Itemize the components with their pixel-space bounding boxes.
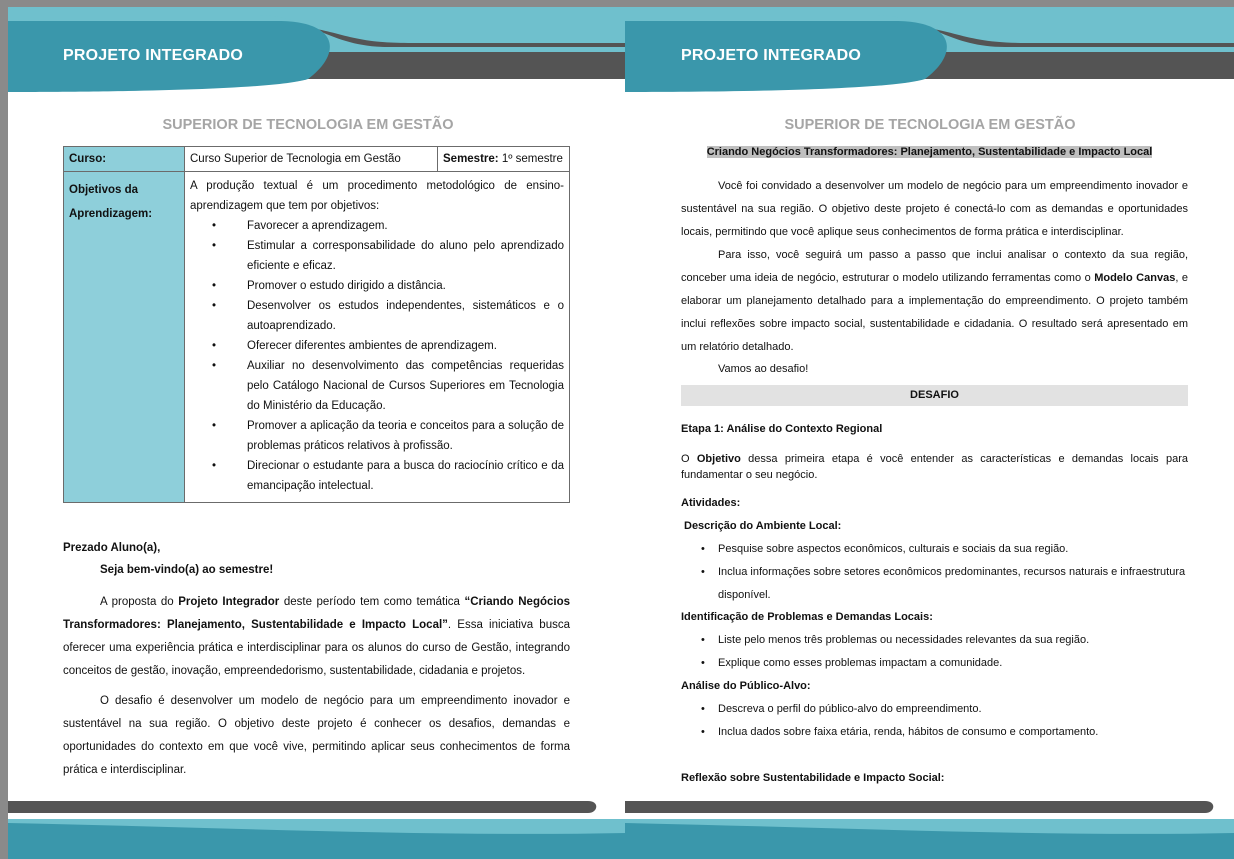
page-subtitle: SUPERIOR DE TECNOLOGIA EM GESTÃO	[162, 117, 454, 133]
objetivos-list	[190, 216, 564, 496]
semestre-label: Semestre:	[443, 153, 499, 165]
publico-list	[681, 698, 1188, 744]
list-item: • Favorecer a aprendizagem.	[190, 216, 564, 236]
objetivos-intro: A produção textual é um procedimento metodológico de ensino-aprendizagem que tem por objetivos:	[190, 180, 564, 212]
objetivos-cell	[185, 172, 570, 503]
p1-a: A proposta do	[100, 596, 179, 608]
list-item: • Explique como esses problemas impactam a comunidade.	[681, 652, 1188, 675]
list-item: • Inclua dados sobre faixa etária, renda, hábitos de consumo e comportamento.	[681, 721, 1188, 744]
list-item: • Promover a aplicação da teoria e conceitos para a solução de problemas práticos relativos à profissão.	[190, 416, 564, 456]
paragraph-3: Vamos ao desafio!	[718, 363, 809, 375]
p1-c: deste período tem como temática	[279, 596, 465, 608]
reflexao-heading: Reflexão sobre Sustentabilidade e Impacto Social:	[681, 772, 945, 784]
p1-d: “Criando Negócios Transformadores: Planejamento, Sustentabilidade e Impacto Local”	[63, 596, 571, 631]
obj-b: Objetivo	[696, 453, 741, 465]
etapa1-heading: Etapa 1: Análise do Contexto Regional	[681, 423, 883, 435]
list-item: • Descreva o perfil do público-alvo do empreendimento.	[681, 698, 1188, 721]
p2-a: Para isso, você seguirá um passo a passo que inclui analisar o contexto da sua região, conceber uma ideia de negócio, estruturar o modelo utilizando ferramentas como o	[681, 249, 1188, 284]
page-left	[8, 7, 626, 859]
list-item: • Pesquise sobre aspectos econômicos, culturais e sociais da sua região.	[681, 538, 1188, 561]
objetivo-paragraph	[681, 451, 1188, 483]
paragraph-2	[681, 244, 1188, 359]
footer-banner	[625, 801, 1234, 859]
intro-paragraph	[63, 591, 570, 683]
curso-value: Curso Superior de Tecnologia em Gestão	[185, 147, 438, 172]
obj-c: dessa primeira etapa é você entender as características e demandas locais para fundamentar o seu negócio.	[681, 453, 1188, 481]
objetivos-label: Objetivos da Aprendizagem:	[64, 172, 185, 503]
list-item: • Estimular a corresponsabilidade do aluno pelo aprendizado eficiente e eficaz.	[190, 236, 564, 276]
identificacao-heading: Identificação de Problemas e Demandas Locais:	[681, 611, 933, 623]
theme-b: : Planejamento, Sustentabilidade e Impacto Local	[893, 146, 1153, 158]
p1-b: Projeto Integrador	[178, 596, 280, 608]
curso-label: Curso:	[64, 147, 185, 172]
page-subtitle: SUPERIOR DE TECNOLOGIA EM GESTÃO	[784, 117, 1076, 133]
descricao-heading: Descrição do Ambiente Local:	[684, 520, 842, 532]
page-right	[625, 7, 1234, 859]
publico-heading: Análise do Público-Alvo:	[681, 680, 811, 692]
list-item: • Promover o estudo dirigido a distância.	[190, 276, 564, 296]
list-item: • Inclua informações sobre setores econômicos predominantes, recursos naturais e infraestrutura disponível.	[681, 561, 1188, 607]
atividades-heading: Atividades:	[681, 497, 741, 509]
semestre-cell	[438, 147, 570, 172]
header-title: PROJETO INTEGRADO	[63, 47, 244, 64]
theme-a: Criando Negócios Transformadores	[706, 146, 894, 158]
list-item: • Desenvolver os estudos independentes, sistemáticos e o autoaprendizado.	[190, 296, 564, 336]
identificacao-list	[681, 629, 1188, 675]
welcome: Seja bem-vindo(a) ao semestre!	[100, 564, 274, 576]
paragraph-1: Você foi convidado a desenvolver um modelo de negócio para um empreendimento inovador e sustentável na sua região. O objetivo deste projeto é conectá-lo com as demandas e oportunidades locais, permitindo que você aplique seus conhecimentos de forma prática e interdisciplinar.	[681, 180, 1188, 238]
obj-a: O	[681, 453, 697, 465]
descricao-list	[681, 538, 1188, 607]
semestre-value: 1º semestre	[498, 153, 563, 165]
theme-highlight	[707, 146, 1153, 158]
greeting: Prezado Aluno(a),	[63, 542, 161, 554]
footer-banner	[8, 801, 626, 859]
list-item: • Liste pelo menos três problemas ou necessidades relevantes da sua região.	[681, 629, 1188, 652]
p1-e: . Essa iniciativa busca oferecer uma experiência prática e interdisciplinar para os alunos do curso de Gestão, integrando conceitos de gestão, inovação, empreendedorismo, sustentabilidade, cidadania e projetos.	[63, 619, 570, 677]
course-table	[63, 146, 570, 503]
header-title: PROJETO INTEGRADO	[681, 47, 862, 64]
objetivos-content	[185, 172, 569, 502]
list-item: • Oferecer diferentes ambientes de aprendizagem.	[190, 336, 564, 356]
challenge-paragraph: O desafio é desenvolver um modelo de negócio para um empreendimento inovador e sustentável na sua região. O objetivo deste projeto é conhecer os desafios, demandas e oportunidades do contexto em que você vive, permitindo aplicar seus conhecimentos de forma prática e interdisciplinar.	[63, 695, 570, 776]
list-item: • Auxiliar no desenvolvimento das competências requeridas pelo Catálogo Nacional de Cursos Superiores em Tecnologia do Ministério da Educação.	[190, 356, 564, 416]
list-item: • Direcionar o estudante para a busca do raciocínio crítico e da emancipação intelectual.	[190, 456, 564, 496]
desafio-heading: DESAFIO	[681, 385, 1188, 406]
p2-c: , e elaborar um planejamento detalhado para a implementação do empreendimento. O projeto também inclui reflexões sobre impacto social, sustentabilidade e cidadania. O resultado será apresentado em um relatório detalhado.	[681, 272, 1189, 353]
theme-line	[625, 146, 1234, 158]
p2-b: Modelo Canvas	[1094, 272, 1176, 284]
